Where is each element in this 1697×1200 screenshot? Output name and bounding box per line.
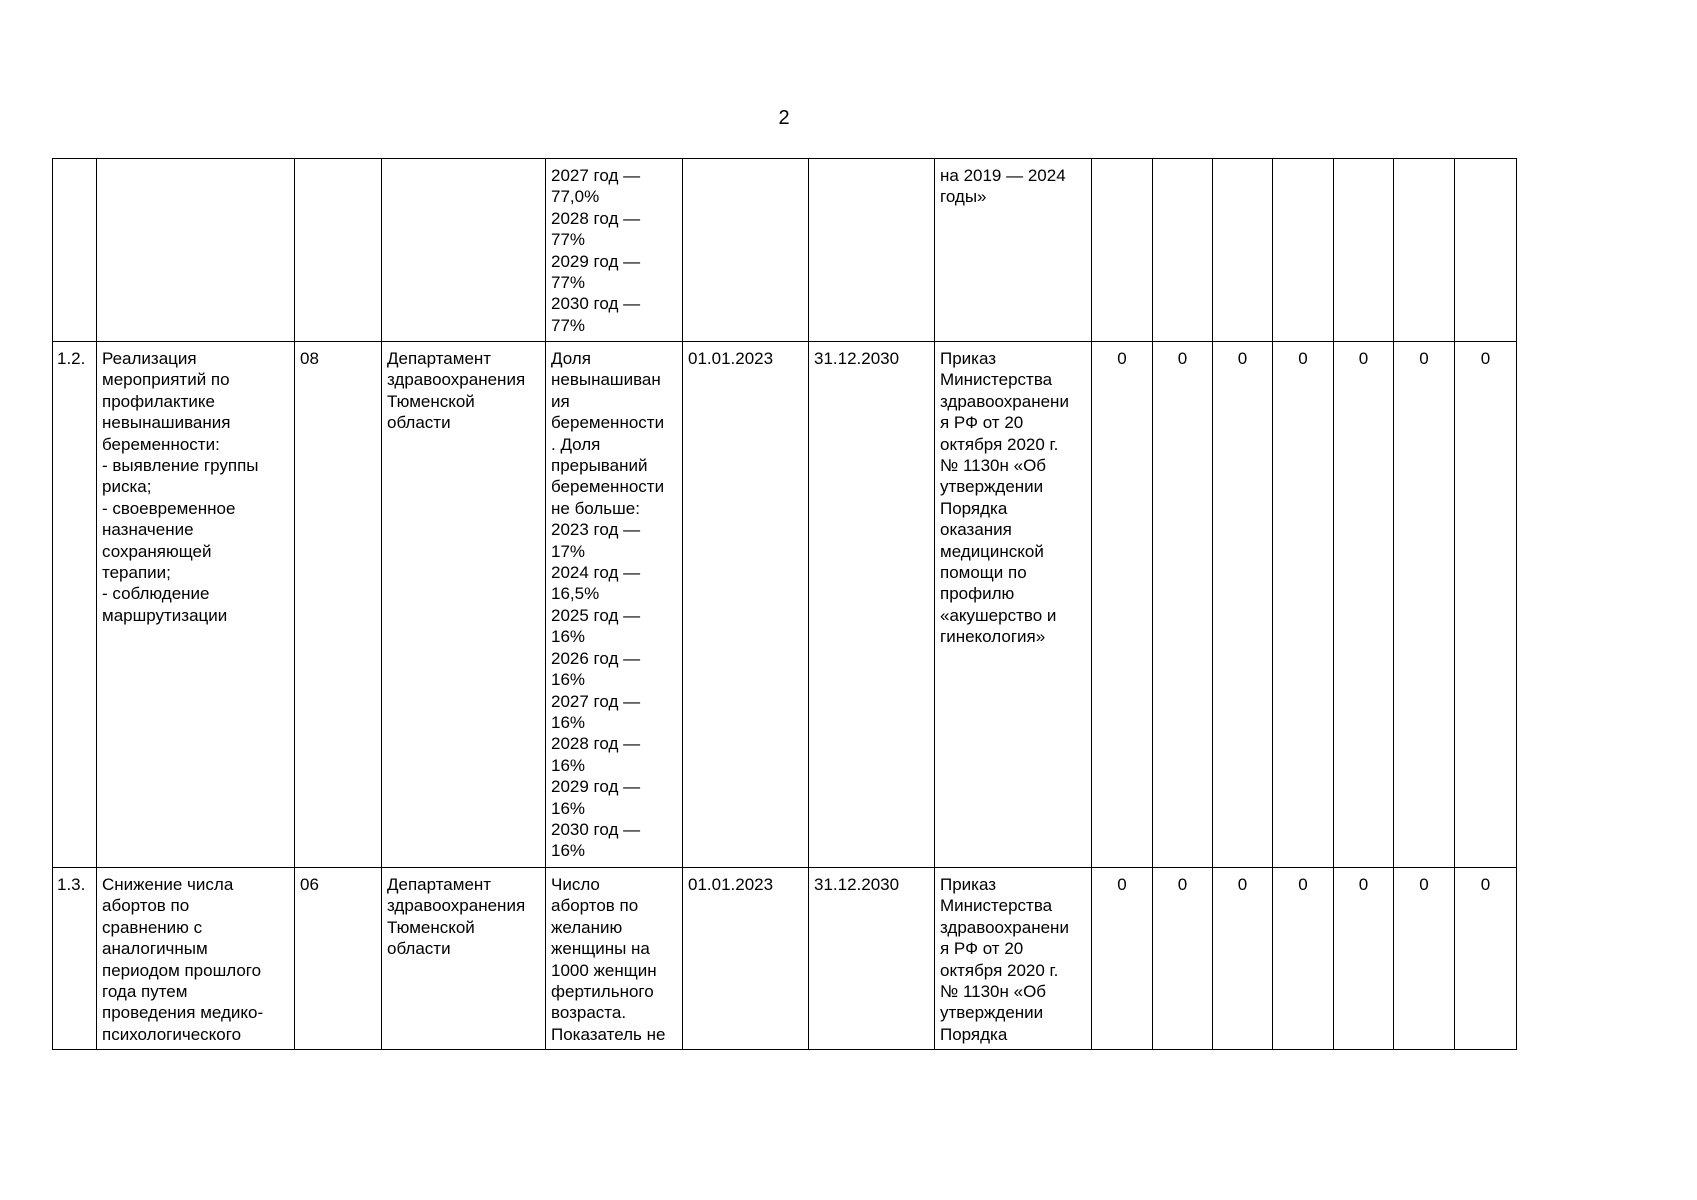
table-row [53, 868, 1517, 1050]
value-cell: 0 [1092, 342, 1153, 868]
row-index-cell: 1.3. [53, 868, 97, 1050]
value-cell: 0 [1394, 868, 1455, 1050]
end-date-cell: 31.12.2030 [809, 868, 935, 1050]
indicator-cell: 2027 год — 77,0% 2028 год — 77% 2029 год — 77% 2030 год — 77% [546, 159, 683, 342]
start-date-cell [683, 159, 809, 342]
measures-table [52, 158, 1517, 1050]
document-cell: на 2019 — 2024 годы» [935, 159, 1092, 342]
value-cell [1273, 159, 1334, 342]
value-cell: 0 [1273, 868, 1334, 1050]
value-cell: 0 [1213, 868, 1273, 1050]
document-cell: Приказ Министерства здравоохранени я РФ от 20 октября 2020 г. № 1130н «Об утверждении Порядка оказания медицинской помощи по профилю «акушерство и гинекология» [935, 342, 1092, 868]
measure-name-cell: Реализация мероприятий по профилактике невынашивания беременности: - выявление группы риска; - своевременное назначение сохраняющей терапии; - соблюдение маршрутизации [97, 342, 295, 868]
indicator-cell: Число абортов по желанию женщины на 1000 женщин фертильного возраста. Показатель не [546, 868, 683, 1050]
value-cell [1455, 159, 1517, 342]
value-cell: 0 [1273, 342, 1334, 868]
value-cell: 0 [1334, 342, 1394, 868]
code-cell [295, 159, 382, 342]
row-index-cell: 1.2. [53, 342, 97, 868]
table-row [53, 159, 1517, 342]
executor-cell: Департамент здравоохранения Тюменской области [382, 342, 546, 868]
value-cell: 0 [1153, 342, 1213, 868]
value-cell [1334, 159, 1394, 342]
code-cell: 08 [295, 342, 382, 868]
value-cell: 0 [1092, 868, 1153, 1050]
code-cell: 06 [295, 868, 382, 1050]
value-cell: 0 [1334, 868, 1394, 1050]
indicator-cell: Доля невынашиван ия беременности . Доля прерываний беременности не больше: 2023 год — 17% 2024 год — 16,5% 2025 год — 16% 2026 год — 16% 2027 год — 16% 2028 год — 16% 2029 год — 16% 2030 год — 16% [546, 342, 683, 868]
value-cell: 0 [1153, 868, 1213, 1050]
executor-cell: Департамент здравоохранения Тюменской области [382, 868, 546, 1050]
start-date-cell: 01.01.2023 [683, 342, 809, 868]
value-cell: 0 [1455, 342, 1517, 868]
executor-cell [382, 159, 546, 342]
value-cell: 0 [1455, 868, 1517, 1050]
value-cell: 0 [1394, 342, 1455, 868]
end-date-cell [809, 159, 935, 342]
measure-name-cell: Снижение числа абортов по сравнению с аналогичным периодом прошлого года путем проведения медико- психологического [97, 868, 295, 1050]
row-index-cell [53, 159, 97, 342]
table-row [53, 342, 1517, 868]
value-cell: 0 [1213, 342, 1273, 868]
value-cell [1153, 159, 1213, 342]
page-number: 2 [778, 107, 790, 129]
measure-name-cell [97, 159, 295, 342]
value-cell [1394, 159, 1455, 342]
start-date-cell: 01.01.2023 [683, 868, 809, 1050]
value-cell [1213, 159, 1273, 342]
document-cell: Приказ Министерства здравоохранени я РФ от 20 октября 2020 г. № 1130н «Об утверждении Порядка [935, 868, 1092, 1050]
value-cell [1092, 159, 1153, 342]
end-date-cell: 31.12.2030 [809, 342, 935, 868]
